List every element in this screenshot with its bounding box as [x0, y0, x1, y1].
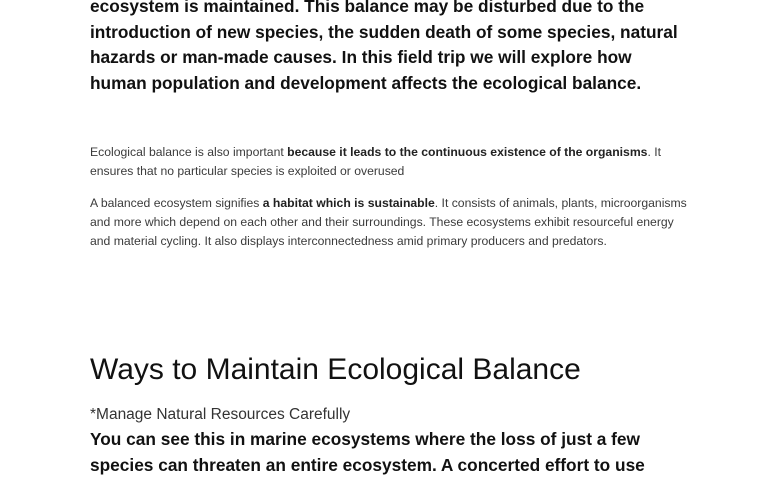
- section-heading: Ways to Maintain Ecological Balance: [90, 353, 581, 386]
- para1-text-start: Ecological balance is also important: [90, 145, 288, 159]
- intro-paragraph: ecosystem is maintained. This balance may be disturbed due to the introduction of new species, the sudden death of some species, natural hazards or man-made causes. In this field trip we will explore how human population and development affects the ecological balance.: [90, 0, 678, 93]
- section-subheading: *Manage Natural Resources Carefully: [90, 406, 351, 423]
- section-body-paragraph: You can see this in marine ecosystems where the loss of just a few species can threaten an entire ecosystem. A concerted effort to use: [90, 429, 645, 475]
- para1-bold-text: because it leads to the continuous existence of the organisms: [287, 145, 648, 159]
- ecological-importance-paragraph: [90, 143, 690, 181]
- balanced-ecosystem-paragraph: [90, 194, 690, 252]
- para2-text-start: A balanced ecosystem signifies: [90, 196, 263, 210]
- para1-text-end: . It ensures that no particular species is exploited or overused: [90, 145, 661, 179]
- para2-bold-text: a habitat which is sustainable: [262, 196, 435, 210]
- para2-text-end: . It consists of animals, plants, microorganisms and more which depend on each other and their surroundings. These ecosystems exhibit resourceful energy and material cycling. It also displays interconnectedness amid primary producers and predators.: [90, 196, 687, 249]
